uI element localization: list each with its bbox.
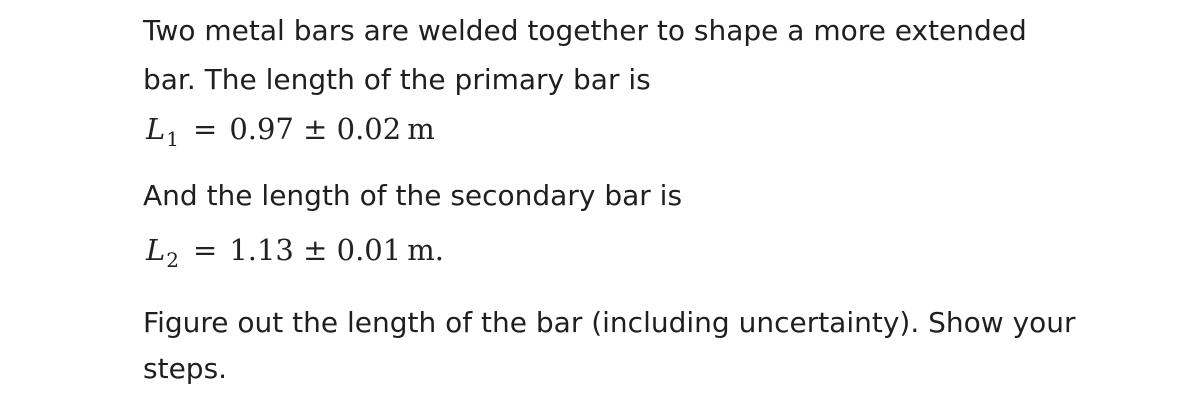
question-line-1: Figure out the length of the bar (including uncertainty). Show your — [143, 306, 1076, 339]
eq1-variable: L — [146, 112, 166, 146]
secondary-bar-text: And the length of the secondary bar is — [143, 179, 683, 212]
eq1-value: 0.97 ± 0.02 — [229, 112, 402, 146]
question-line-2: steps. — [143, 352, 228, 385]
eq1-subscript: 1 — [166, 127, 179, 151]
eq2-unit: m. — [407, 233, 444, 267]
equation-primary-length — [146, 112, 435, 151]
eq2-value: 1.13 ± 0.01 — [229, 233, 402, 267]
intro-line-2: bar. The length of the primary bar is — [143, 63, 651, 96]
intro-line-1: Two metal bars are welded together to shape a more extended — [143, 14, 1027, 47]
eq2-relation: = — [193, 233, 218, 267]
eq1-relation: = — [193, 112, 218, 146]
eq2-variable: L — [146, 233, 166, 267]
eq1-unit: m — [407, 112, 435, 146]
eq2-subscript: 2 — [166, 248, 179, 272]
equation-secondary-length — [146, 233, 444, 272]
